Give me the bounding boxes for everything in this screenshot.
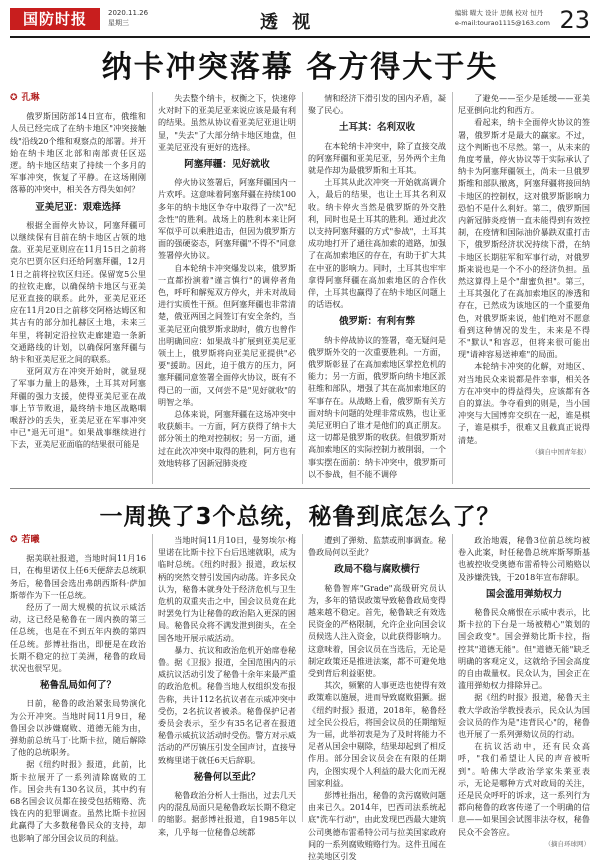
paragraph: 经历了一周大规模的抗议示威活动，这已经是秘鲁在一周内换的第三任总统，也是在不到五年内换的第四任总统。彭博社指出，即便是在政治长期不稳定的拉丁美洲，秘鲁的政局状况也很罕见。 — [10, 602, 146, 674]
paragraph: 据《纽约时报》报道，秘鲁天主教大学政治学教授表示，民众认为国会议员的作为是"违背民心"的，秘鲁也开展了一系列弹劾议员的行动。 — [458, 692, 590, 740]
article1-subhead-russia: 俄罗斯：有利有弊 — [338, 316, 415, 328]
article2-byline — [10, 534, 146, 546]
section-title: 透 视 — [260, 12, 315, 33]
article2-column-4 — [458, 534, 590, 848]
paragraph: 在本轮纳卡冲突中，除了直接交战的阿塞拜疆和亚美尼亚，另外两个主角就是作却为最俄罗斯和土耳其。 — [308, 140, 446, 176]
article2-subhead-impeachment: 国会滥用弹劾权力 — [485, 588, 562, 600]
paragraph: 俄罗斯国防部14日宣布，俄维和人员已经完成了在纳卡地区"冲突接触线"沿线20个维和观察点的部署。并开始在纳卡地区北部和南部责任区巡逻。纳卡地区结束了持续一个多月的军事冲突，恢复了平静。在这场刚刚落幕的冲突中，相关各方得失如何？ — [10, 111, 146, 195]
issue-date: 2020.11.26 — [108, 9, 149, 17]
byline-marker-icon: ✪ — [10, 93, 18, 103]
article1-subhead-armenia: 亚美尼亚：艰难选择 — [35, 201, 121, 213]
article2-column-3 — [308, 534, 446, 862]
paragraph: 政治地震，秘鲁3位前总统均被卷入此案，时任秘鲁总统库斯琴斯基也被控收受奥德布雷希特公司贿赂以及涉嫌洗钱，于2018年宣布辞职。 — [458, 535, 590, 582]
article1-author: 孔琳 — [21, 93, 40, 103]
article1-subhead-turkey: 土耳其：名利双收 — [338, 122, 415, 134]
newspaper-logo: 国防时报 — [10, 8, 100, 30]
article1-column-4 — [458, 92, 590, 484]
column-divider — [302, 92, 303, 484]
article2-column-2 — [158, 534, 296, 837]
paragraph: 停火协议签署后，阿塞拜疆国内一片欢呼。这意味着阿塞拜疆在持续100多年的纳卡地区争夺中取得了一次"纪念性"的胜利。战场上的胜利本来让阿军似乎可以乘胜追击，但因为俄罗斯方面的强硬姿态，阿塞拜疆"不得不"同意签署停火协议。 — [158, 177, 296, 261]
article2-author: 若曦 — [21, 535, 40, 545]
paragraph: 本轮纳卡冲突的化解，对地区、对当地民众来说都是件幸事，相关各方在冲突中的得益得失，应该都有各自的算法。争夺看到的则是，当小国冲突与大国博弈交织在一起，谁是棋子，谁是棋手，很难又且截真正说得清楚。 — [458, 361, 590, 445]
paragraph: 亚阿双方在冲突开始时，就显现了军事力量上的悬殊，土耳其对阿塞拜疆的强力支援，使得亚美尼亚在战事上节节败退，最终纳卡地区战略咽喉舒沙的丢失，亚美尼亚在军事冲突中已"退无可退"。如果战事继续进行下去，亚美尼亚面临的结果很可能是 — [10, 366, 146, 450]
paragraph: 情和经济下滑引发的国内矛盾，凝聚了民心。 — [308, 93, 446, 116]
paragraph: 了避免——至少是延缓——亚美尼亚倒向北约和西方。 — [458, 93, 590, 116]
article1-column-3 — [308, 92, 446, 484]
issue-date-block — [108, 8, 148, 28]
paragraph: 其次，频繁的人事更迭也使得有效政策难以施展，进而导致腐败猖獗。据《纽约时报》报道，2018年，秘鲁经过全民公投后，将国会议员的任期缩短为一届，此举初衷是为了及时将能力不足者从国会中剔除，结果却起到了相反作用。部分国会议员会在有限的任期内，企图实现个人利益的最大化而无视国家利益。 — [308, 680, 446, 788]
issue-weekday: 星期三 — [108, 19, 129, 27]
paragraph: 根据全面停火协议，阿塞拜疆可以继续保有目前在纳卡地区占领的地盘。亚美尼亚则应在11月15日之前将克尔巴贾尔区归还给阿塞拜疆，12月1日之前将拉钦区归还。保留宽5公里的拉钦走廊，以确保纳卡地区与亚美尼亚直接的联系。此外，亚美尼亚还应在11月20日之前移交阿格达姆区和其古有的部分加扎赫区土地，未来三年里，将制定沿拉钦走廊建造一条新交通路线的计划，以确保阿塞拜疆与纳卡和亚美尼亚之间的联系。 — [10, 219, 146, 365]
paragraph: 遭到了弹劾、监禁或刑事调查。秘鲁政局何以至此？ — [308, 535, 446, 558]
article2-subhead-corruption: 政局不稳与腐败横行 — [334, 564, 420, 576]
paragraph: 据美联社报道，当地时间11月16日，在梅里诺仅上任6天便辞去总统职务后，秘鲁国会选出弗朗西斯科·萨加斯蒂作为下一任总统。 — [10, 553, 146, 600]
article2-headline: 一周换了3个总统，秘鲁到底怎么了？ — [99, 504, 501, 530]
paragraph: 纳卡停战协议的签署，毫无疑问是俄罗斯外交的一次重要胜利。一方面，俄罗斯彰显了在高加索地区掌控危机的能力；另一方面，俄罗斯向纳卡地区派驻维和部队，增强了其在高加索地区的军事存在。从战略上看，俄罗斯有关方面对纳卡问题的处理非常成熟，也让亚美尼亚明白了谁才是他们的真正朋友。这一切都是俄罗斯的收获。但俄罗斯对高加索地区的实际控制力被削弱，一个事实摆在面前：纳卡冲突中，俄罗斯可以不参战，但不能不调停 — [308, 334, 446, 479]
paragraph: 秘鲁民众痛恨在示威中表示，比斯卡拉的下台是一场被精心"策划的国会政变"。国会弹劾比斯卡拉，指控其"道德无能"。但"道德无能"缺乏明确的客观定义，这就给予国会高度的自由裁量权。民众认为，国会正在滥用弹劾权力排除异己。 — [458, 607, 590, 691]
paragraph: 土耳其从此次冲突一开始就高调介入，最后的结果，也让土耳其名利双收。纳卡停火当然是俄罗斯的外交胜利，同时也是土耳其的胜利。通过此次以支持阿塞拜疆的方式"参战"，土耳其成功地打开了通往高加索的道路，加强了在高加索地区的存在，有助于扩大其在中亚的影响力。同时，土耳其也牢牢拿得阿塞拜疆在高加索地区的合作伙伴，土耳其也赢得了在纳卡地区问题上的话语权。 — [308, 177, 446, 310]
paragraph: 彭博社指出，秘鲁的贪污腐败问题由来已久。2014年，巴西司法系统起底"洗车行动"，由此发现巴西最大建筑公司奥德布雷希特公司与拉美国家政府间的一系列腐败贿赂行为。这件丑闻在拉美地区引发 — [308, 790, 446, 862]
paragraph: 暴力、抗议和政治危机开始席卷秘鲁。据《卫报》报道，全国范围内的示威抗议活动引发了秘鲁十余年来最严重的政治危机。秘鲁当地人权组织发布报告称，共计112名抗议者在示威冲突中受伤，2名抗议者被杀。秘鲁保护记者委员会表示，至少有35名记者在报道秘鲁示威抗议活动时受伤。警方对示威活动的严厉镇压引发全国声讨，直接导致梅里诺于就任6天后辞职。 — [158, 644, 296, 765]
paragraph: 总体来说，阿塞拜疆在这场冲突中收获颇丰。一方面，阿方获得了纳卡大部分领土的绝对控制权；另一方面，通过在此次冲突中取得的胜利，阿方也有效地转移了因新冠肺炎疫 — [158, 409, 296, 468]
paragraph: 据《纽约时报》报道，此前，比斯卡拉展开了一系列清除腐败的工作。国会共有130名议员，其中约有68名国会议员都在接受包括贿赂、洗钱在内的犯罪调查。虽然比斯卡拉因此赢得了大多数秘鲁民众的支持，却也影响了部分国会议员的利益。 — [10, 759, 146, 843]
article-separator — [10, 488, 590, 489]
column-divider — [452, 92, 453, 484]
article1-subhead-azerbaijan: 阿塞拜疆：见好就收 — [184, 159, 270, 171]
byline-marker-icon: ✪ — [10, 535, 18, 545]
paragraph: 秘鲁智库"Grade"高级研究员认为，多年的错误政策导致秘鲁政局变得越来越不稳定。首先，秘鲁缺乏有效选民资金的严格限制，允许企业向国会议员候选人注入资金，以此获得影响力。这意味着，国会议员在当选后，无论是制定政策还是推进法案，都不可避免地受到背后利益驱使。 — [308, 582, 446, 679]
paragraph: 看起来，纳卡全面停火协议的签署，俄罗斯才是最大的赢家。不过，这个判断也不尽然。第一，从未来的角度考量，停火协议等于实际承认了纳卡为阿塞拜疆领土，尚未一旦俄罗斯维和部队撤离，阿塞拜疆将接回纳卡地区的控制权，这对俄罗斯影响力恐怕不是什么利好。第二，俄罗斯国内新冠肺炎疫情一直未能得到有效控制，在疫情和国际油价暴跌双重打击下，俄罗斯经济状况持续下滑，在纳卡地区长期驻军和军事行动，对俄罗斯来说也是一个不小的经济负担。虽然这算得上是个"甜蜜负担"。第三，土耳其强化了在高加索地区的渗透和存在，已然成为该地区的一个重要角色，对俄罗斯来说，他们绝对不愿意看到这种情况的发生，未来是不得不"默认"和容忍，但将来很可能出现"请神容易送神难"的局面。 — [458, 117, 590, 360]
contact-email: e-mail:tourao1115@163.com — [454, 19, 550, 27]
paragraph: 在抗议活动中，还有民众高呼，"我们希望让人民的声音被听到"。哈佛大学政治学家朱莱亚表示，无论是哪种方式对政局的关注，还是民众呼吁的诉求，这一系列行为都向秘鲁的政客传递了一个明确的信息——如果国会试图非法夺权，秘鲁民众不会答应。 — [458, 741, 590, 837]
editorial-credits — [455, 8, 550, 28]
masthead — [10, 6, 590, 36]
credits-line: 编辑 曜大 设计 思佩 校对 恒丹 — [454, 9, 544, 17]
paragraph: 日前，秘鲁的政治紧张局势演化为公开冲突。当地时间11月9日，秘鲁国会以涉嫌腐败、道德无能为由，弹劾前总统马丁·比斯卡拉，随后解除了他的总统职务。 — [10, 698, 146, 758]
article1-column-2 — [158, 92, 296, 484]
column-divider — [302, 534, 303, 822]
paragraph: 失去整个纳卡，权衡之下，快速停火对时下的亚美尼亚来说应该是最有利的结果。虽然从协议看亚美尼亚退让明显，"失去"了大部分纳卡地区地盘，但亚美尼亚没有更好的选择。 — [158, 93, 296, 152]
paragraph: 当地时间11月10日，曼努埃尔·梅里诺在比斯卡拉下台后迅速就职，成为临时总统。《纽约时报》报道，政坛权柄的突然交替引发国内动荡。许多民众认为，秘鲁本就身处于经济危机与卫生危机的双重夹击之中，国会议员竟在此时罢免行为让秘鲁的政治陷入更深的困局。秘鲁民众将不满发泄到街头，在全国各地开展示威活动。 — [158, 535, 296, 643]
article1-byline — [10, 92, 146, 104]
column-divider — [152, 534, 153, 822]
paragraph: 秘鲁政治分析人士指出，过去几天内的混乱局面只是秘鲁政坛长期不稳定的缩影。据彭博社报道，自1985年以来，几乎每一位秘鲁总统都 — [158, 790, 296, 837]
page-number: 23 — [559, 6, 590, 34]
article1-headline: 纳卡冲突落幕 各方得大于失 — [101, 50, 499, 85]
article2-column-1 — [10, 534, 146, 843]
article2-subhead-chaos: 秘鲁乱局如何了？ — [39, 680, 116, 692]
article1-source-credit: （摘自中国青年报） — [531, 447, 590, 456]
article2-subhead-why: 秘鲁何以至此？ — [193, 771, 261, 783]
header-rule — [10, 36, 590, 38]
column-divider — [152, 92, 153, 484]
column-divider — [452, 534, 453, 822]
article1-column-1 — [10, 92, 146, 484]
paragraph: 自本轮纳卡冲突爆发以来，俄罗斯一直都扮演着"谨言慎行"的调停者角色，呼吁和解冤双方停火，并未对战局进行实质性干预。但阿塞拜疆也非常清楚，俄亚两国之间签订有安全条约，当亚美尼亚向俄罗斯求助时，俄方也曾作出明确回应：如果战斗扩展到亚美尼亚领土上，俄罗斯将向亚美尼亚提供"必要"援助。因此，迫于俄方的压力，阿塞拜疆同意签署全面停火协议，既有不得已的一面，又何尝不是"见好就收"的明智之举。 — [158, 262, 296, 407]
article2-source-credit: （摘自环球网） — [544, 839, 590, 848]
